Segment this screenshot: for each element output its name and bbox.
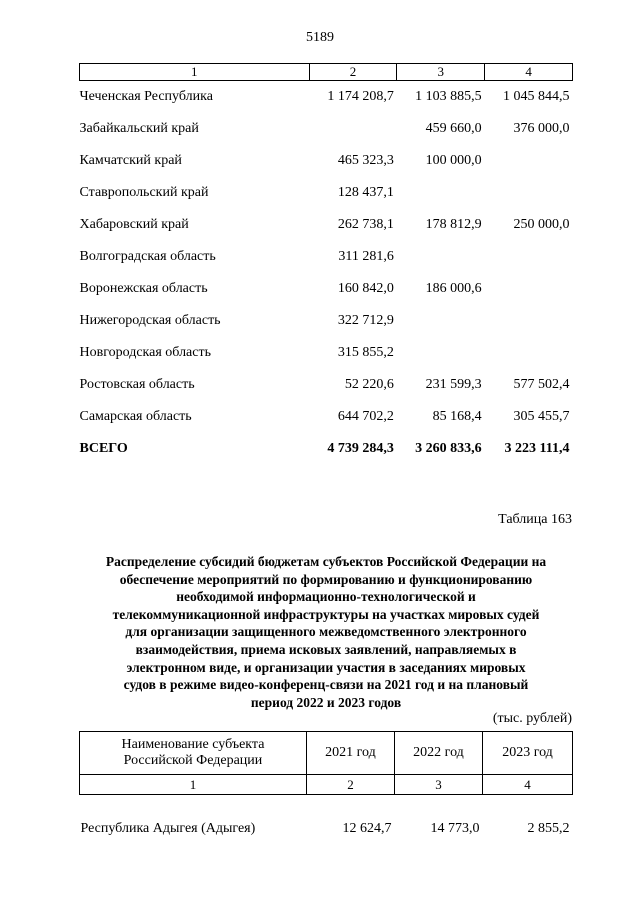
- title-line: обеспечение мероприятий по формированию и функционированию: [119, 571, 533, 587]
- value-2023: [485, 177, 573, 209]
- value-2022: [397, 337, 485, 369]
- title-line: телекоммуникационной инфраструктуры на участках мировых судей: [112, 606, 540, 622]
- value-2021: [309, 113, 397, 145]
- value-2021: 315 855,2: [337, 345, 394, 360]
- value-2022: 14 773,0: [430, 821, 480, 836]
- value-2021: 1 174 208,7: [327, 89, 394, 104]
- value-2023: 376 000,0: [513, 121, 570, 136]
- table-row: [80, 177, 573, 209]
- header-name-line: Российской Федерации: [123, 753, 263, 768]
- table-row: [80, 817, 573, 841]
- value-2022: [397, 177, 485, 209]
- value-2022: [397, 241, 485, 273]
- table-label: Таблица 163: [498, 512, 572, 527]
- value-2022: 100 000,0: [425, 153, 482, 168]
- table-row: [80, 241, 573, 273]
- value-2021: 262 738,1: [337, 217, 394, 232]
- value-2023: 577 502,4: [513, 377, 570, 392]
- total-row: [80, 433, 573, 465]
- value-2021: 12 624,7: [342, 821, 392, 836]
- title-line: электронном виде, и организации участия в заседаниях мировых: [126, 659, 526, 675]
- header-2022: 2022 год: [394, 732, 482, 775]
- col-number: 2: [309, 64, 397, 81]
- value-2022: 85 168,4: [432, 409, 482, 424]
- region-name: Ставропольский край: [79, 185, 209, 200]
- value-2023: [485, 241, 573, 273]
- subsidy-table: [79, 731, 573, 841]
- title-line: необходимой информационно-технологической и: [176, 589, 476, 605]
- value-2021: 465 323,3: [337, 153, 394, 168]
- unit-label: (тыс. рублей): [492, 711, 572, 726]
- value-2022: 1 103 885,5: [415, 89, 482, 104]
- table-row: [80, 273, 573, 305]
- value-2022: [397, 305, 485, 337]
- header-name-line: Наименование субъекта: [121, 737, 265, 752]
- table-row: [80, 81, 573, 114]
- value-2021: 128 437,1: [337, 185, 394, 200]
- col-number: 1: [80, 64, 310, 81]
- value-2023: [485, 337, 573, 369]
- table-row: [80, 337, 573, 369]
- value-2023: 2 855,2: [527, 821, 570, 836]
- region-name: Республика Адыгея (Адыгея): [80, 821, 256, 836]
- value-2021: 160 842,0: [337, 281, 394, 296]
- table-row: [80, 401, 573, 433]
- region-name: Новгородская область: [79, 345, 211, 360]
- value-2023: [485, 273, 573, 305]
- value-2023: 250 000,0: [513, 217, 570, 232]
- title-line: период 2022 и 2023 годов: [250, 694, 402, 710]
- value-2021: 322 712,9: [337, 313, 394, 328]
- header-name: [80, 732, 307, 775]
- value-2021: 52 220,6: [344, 377, 394, 392]
- region-name: Волгоградская область: [79, 249, 216, 264]
- value-2021: 311 281,6: [338, 249, 394, 264]
- total-2023: 3 223 111,4: [504, 441, 570, 456]
- header-2023: 2023 год: [483, 732, 573, 775]
- column-number-row: [80, 775, 573, 795]
- table-row: [80, 369, 573, 401]
- value-2022: 459 660,0: [425, 121, 482, 136]
- region-name: Нижегородская область: [79, 313, 221, 328]
- col-number: 1: [80, 775, 307, 795]
- value-2023: [485, 305, 573, 337]
- table-title: [79, 553, 573, 711]
- total-2022: 3 260 833,6: [415, 441, 482, 456]
- col-number: 2: [306, 775, 394, 795]
- table-row: [80, 305, 573, 337]
- value-2022: 186 000,6: [425, 281, 482, 296]
- col-number: 4: [485, 64, 573, 81]
- header-2021: 2021 год: [306, 732, 394, 775]
- value-2021: 644 702,2: [337, 409, 394, 424]
- value-2023: 305 455,7: [513, 409, 570, 424]
- title-line: судов в режиме видео-конференц-связи на 2021 год и на плановый: [123, 677, 529, 693]
- region-name: Забайкальский край: [79, 121, 199, 136]
- title-line: Распределение субсидий бюджетам субъектов Российской Федерации на: [105, 554, 547, 569]
- region-name: Самарская область: [79, 409, 192, 424]
- value-2022: 231 599,3: [425, 377, 482, 392]
- region-name: Хабаровский край: [79, 217, 189, 232]
- value-2023: 1 045 844,5: [503, 89, 570, 104]
- col-number: 4: [483, 775, 573, 795]
- title-line: для организации защищенного межведомственного электронного: [125, 624, 527, 640]
- region-name: Ростовская область: [79, 377, 195, 392]
- col-number: 3: [394, 775, 482, 795]
- table-row: [80, 209, 573, 241]
- total-label: ВСЕГО: [79, 441, 128, 456]
- col-number: 3: [397, 64, 485, 81]
- region-name: Воронежская область: [79, 281, 208, 296]
- value-2022: 178 812,9: [425, 217, 482, 232]
- region-name: Камчатский край: [79, 153, 182, 168]
- table-row: [80, 113, 573, 145]
- total-2021: 4 739 284,3: [327, 441, 394, 456]
- region-name: Чеченская Республика: [79, 89, 213, 104]
- value-2023: [485, 145, 573, 177]
- column-number-row: [80, 64, 573, 81]
- subsidy-table-continued: [79, 63, 573, 465]
- table-row: [80, 145, 573, 177]
- title-line: взаимодействия, приема исковых заявлений, направляемых в: [135, 641, 517, 657]
- header-row: [80, 732, 573, 775]
- page-number: 5189: [306, 30, 334, 45]
